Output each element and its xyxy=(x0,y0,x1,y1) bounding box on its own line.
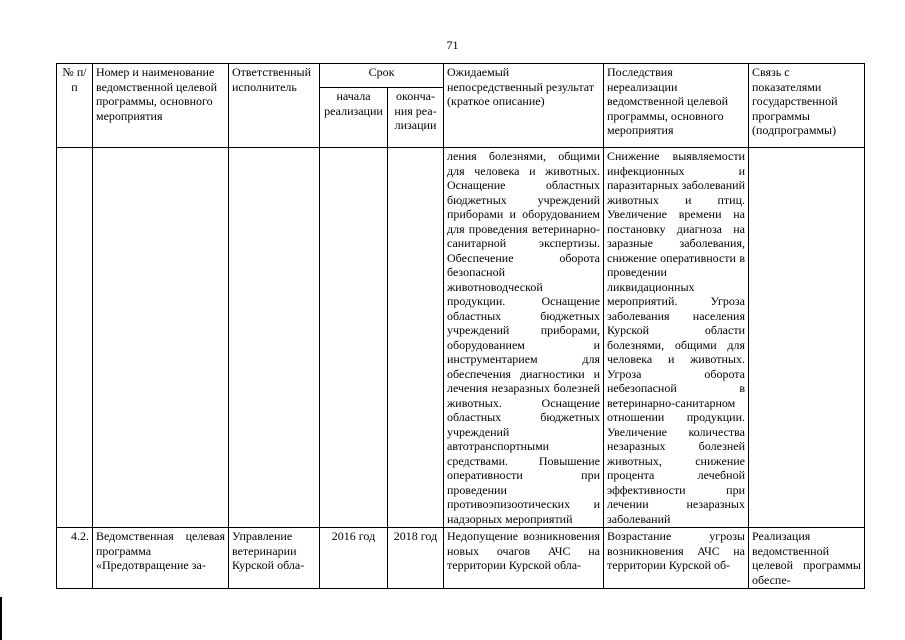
page-number: 71 xyxy=(446,38,459,52)
header-result: Ожидаемый непосредственный результат (краткое описание) xyxy=(444,64,604,148)
cell-result: Недопущение возникновения новых очагов АЧС на территории Курской обла- xyxy=(444,528,604,589)
table-row xyxy=(57,528,865,589)
cell-num: 4.2. xyxy=(57,528,93,589)
header-term-start: начала реализации xyxy=(320,88,388,148)
table-row xyxy=(57,148,865,528)
cell-start: 2016 год xyxy=(320,528,388,589)
cell-link xyxy=(749,148,865,528)
cell-responsible: Управление ветеринарии Курской обла- xyxy=(229,528,320,589)
cell-start xyxy=(320,148,388,528)
cell-responsible xyxy=(229,148,320,528)
header-responsible: Ответственный исполнитель xyxy=(229,64,320,148)
cell-link: Реализация ведомственной целевой программы обеспе- xyxy=(749,528,865,589)
page-edge-mark xyxy=(0,597,2,640)
header-consequences: Последствия нереализации ведомственной целевой программы, основного мероприятия xyxy=(604,64,749,148)
header-link: Связь с показателями государственной программы (подпрограммы) xyxy=(749,64,865,148)
program-table xyxy=(56,63,865,589)
cell-consequences: Возрастание угрозы возникновения АЧС на территории Курской об- xyxy=(604,528,749,589)
header-row xyxy=(57,64,865,88)
header-term: Срок xyxy=(320,64,444,88)
cell-program xyxy=(93,148,229,528)
header-term-end: оконча- ния реа- лизации xyxy=(388,88,444,148)
cell-consequences: Снижение выявляемости инфекционных и паразитарных заболеваний животных и птиц. Увеличение времени на постановку диагноза на заразные заболевания, снижение оперативности в проведении ликвидационных мероприятий. Угроза заболевания населения Курской области болезнями, общими для человека и животных. Угроза оборота небезопасной в ветеринарно-санитарном отношении продукции. Увеличение количества незаразных болезней животных, снижение процента лечебной эффективности при лечении незаразных заболеваний xyxy=(604,148,749,528)
cell-program: Ведомственная целевая программа «Предотвращение за- xyxy=(93,528,229,589)
header-num: № п/п xyxy=(57,64,93,148)
cell-end: 2018 год xyxy=(388,528,444,589)
header-program: Номер и наименование ведомственной целевой программы, основного мероприятия xyxy=(93,64,229,148)
cell-end xyxy=(388,148,444,528)
cell-num xyxy=(57,148,93,528)
cell-result: ления болезнями, общими для человека и животных. Оснащение областных бюджетных учреждений приборами и оборудованием для проведения ветеринарно-санитарной экспертизы. Обеспечение оборота безопасной животноводческой продукции. Оснащение областных бюджетных учреждений приборами, оборудованием и инструментарием для обеспечения диагностики и лечения незаразных болезней животных. Оснащение областных бюджетных учреждений автотранспортными средствами. Повышение оперативности при проведении противоэпизоотических и надзорных мероприятий xyxy=(444,148,604,528)
